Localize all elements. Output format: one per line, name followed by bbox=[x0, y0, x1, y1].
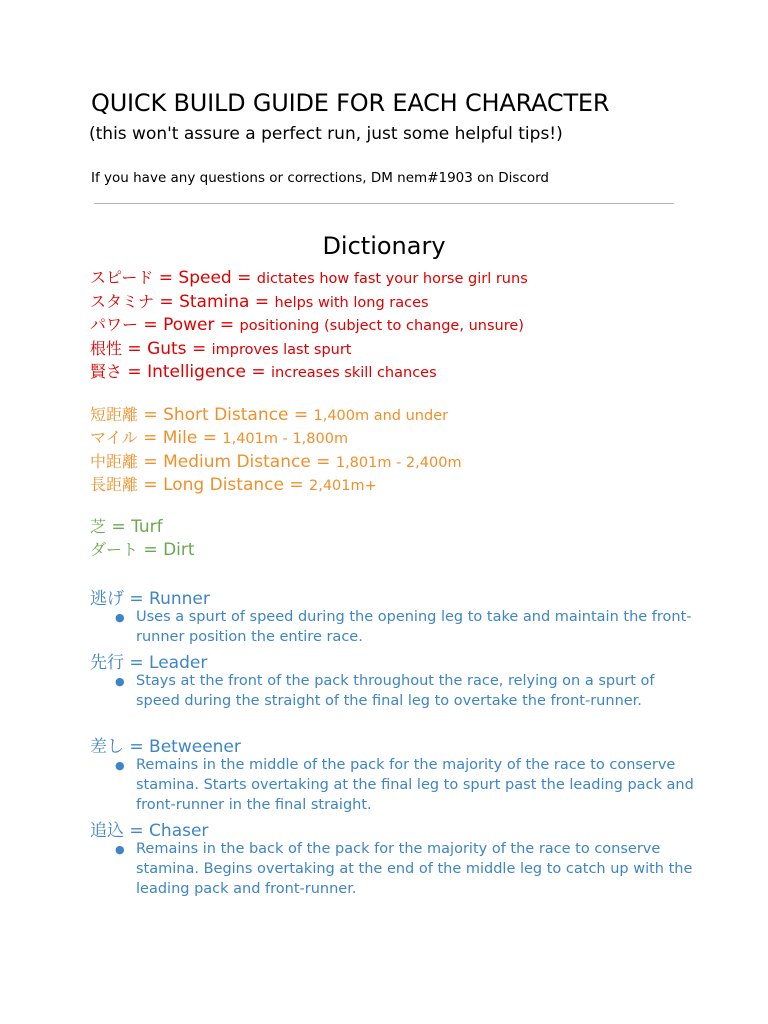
strategy-jp: 差し bbox=[90, 737, 124, 757]
strategy-chaser bbox=[90, 816, 208, 841]
stat-speed bbox=[90, 265, 528, 288]
stat-intelligence bbox=[90, 359, 437, 382]
strategy-desc-betweener: Remains in the middle of the pack for the majority of the race to conserve stamina. Starts overtaking at the final leg to spurt past the leading pack and front-runner in the final straight. bbox=[136, 757, 694, 813]
distance-term: = Medium Distance = bbox=[138, 452, 336, 472]
distance-desc: 1,401m - 1,800m bbox=[222, 431, 349, 447]
strategy-jp: 先行 bbox=[90, 653, 124, 673]
distance-long bbox=[90, 472, 377, 495]
stat-term: = Speed = bbox=[153, 268, 257, 288]
strategy-desc-leader: Stays at the front of the pack throughout the race, relying on a spurt of speed during the straight of the final leg to overtake the front-runner. bbox=[136, 673, 655, 709]
surface-term: = Turf bbox=[106, 517, 163, 537]
bullet-icon: ● bbox=[115, 675, 125, 688]
strategy-term: = Chaser bbox=[124, 821, 209, 841]
distance-jp: マイル bbox=[90, 428, 138, 447]
strategy-term: = Leader bbox=[124, 653, 208, 673]
distance-short bbox=[90, 402, 448, 425]
strategy-desc-runner: Uses a spurt of speed during the opening leg to take and maintain the front-runner position the entire race. bbox=[136, 609, 692, 645]
stat-term: = Intelligence = bbox=[122, 362, 272, 382]
stat-guts bbox=[90, 336, 352, 359]
surface-term: = Dirt bbox=[138, 540, 195, 560]
strategy-term: = Runner bbox=[124, 589, 210, 609]
surface-dirt bbox=[90, 537, 195, 560]
distance-jp: 中距離 bbox=[90, 452, 139, 471]
stat-desc: increases skill chances bbox=[271, 365, 437, 381]
stat-term: = Stamina = bbox=[154, 292, 275, 312]
surface-turf bbox=[90, 514, 163, 537]
stat-desc: dictates how fast your horse girl runs bbox=[256, 271, 528, 287]
distance-jp: 長距離 bbox=[90, 475, 139, 494]
strategy-betweener bbox=[90, 732, 241, 757]
stat-jp: スタミナ bbox=[90, 292, 155, 311]
stat-jp: スピード bbox=[90, 268, 154, 287]
strategy-desc-chaser: Remains in the back of the pack for the majority of the race to conserve stamina. Begins overtaking at the end of the middle leg to catch up with the leading pack and front-runner. bbox=[136, 841, 693, 897]
distance-mile bbox=[90, 425, 348, 448]
strategy-term: = Betweener bbox=[124, 737, 241, 757]
distance-term: = Long Distance = bbox=[138, 475, 309, 495]
stat-jp: 賢さ bbox=[90, 362, 123, 381]
strategy-jp: 追込 bbox=[90, 821, 124, 841]
distance-term: = Mile = bbox=[137, 428, 223, 448]
stat-jp: 根性 bbox=[90, 339, 123, 358]
horizontal-rule bbox=[94, 203, 674, 204]
distance-desc: 1,801m - 2,400m bbox=[335, 455, 462, 471]
surface-jp: 芝 bbox=[90, 517, 107, 536]
stat-jp: パワー bbox=[90, 315, 139, 334]
distance-desc: 2,401m+ bbox=[309, 478, 377, 494]
stat-term: = Power = bbox=[138, 315, 240, 335]
distance-jp: 短距離 bbox=[90, 405, 139, 424]
bullet-icon: ● bbox=[115, 611, 125, 624]
strategy-runner bbox=[90, 584, 210, 609]
stat-desc: positioning (subject to change, unsure) bbox=[239, 318, 524, 334]
page-subtitle: (this won't assure a perfect run, just some helpful tips!) bbox=[89, 124, 563, 144]
stat-stamina bbox=[90, 289, 429, 312]
contact-note: If you have any questions or corrections, DM nem#1903 on Discord bbox=[91, 170, 550, 186]
stat-power bbox=[90, 312, 524, 335]
strategy-jp: 逃げ bbox=[90, 589, 124, 609]
stat-term: = Guts = bbox=[122, 339, 212, 359]
distance-desc: 1,400m and under bbox=[313, 408, 449, 424]
bullet-icon: ● bbox=[115, 759, 125, 772]
bullet-icon: ● bbox=[115, 843, 125, 856]
strategy-leader bbox=[90, 648, 207, 673]
dictionary-heading: Dictionary bbox=[322, 232, 446, 260]
stat-desc: improves last spurt bbox=[211, 342, 352, 358]
surface-jp: ダート bbox=[90, 540, 139, 559]
stat-desc: helps with long races bbox=[274, 295, 429, 311]
distance-medium bbox=[90, 449, 462, 472]
distance-term: = Short Distance = bbox=[138, 405, 314, 425]
page-title: QUICK BUILD GUIDE FOR EACH CHARACTER bbox=[91, 89, 610, 117]
